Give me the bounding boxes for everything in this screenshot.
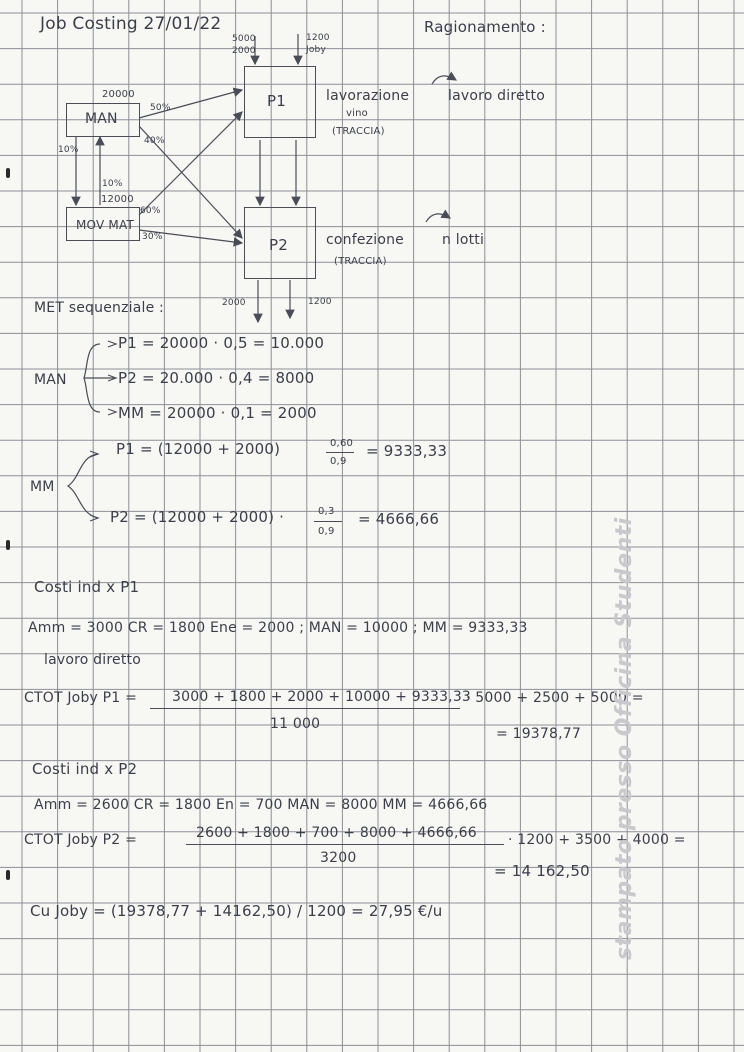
p1-input-right: 1200 [306, 33, 330, 43]
p2-traccia: (TRACCIA) [334, 256, 387, 267]
ragionamento-label: Ragionamento : [424, 18, 546, 36]
p1-description: lavorazione [326, 88, 410, 104]
pct-label: 60% [140, 206, 161, 216]
movmat-box-label: MOV MAT [76, 218, 134, 232]
p1-traccia: (TRACCIA) [332, 126, 385, 137]
mm-p1-den: 0,9 [330, 456, 347, 467]
fraction-bar [150, 708, 460, 709]
mm-p1-expr: P1 = (12000 + 2000) [116, 440, 281, 458]
pct-label: 10% [58, 145, 79, 155]
p1-ctot-denominator: 11 000 [270, 716, 321, 732]
man-box-label: MAN [85, 111, 118, 127]
p1-ctot-label: CTOT Joby P1 = [24, 690, 137, 706]
binder-hole [6, 540, 10, 550]
mm-brace [58, 448, 118, 528]
man-amount: 20000 [102, 89, 135, 100]
p2-ctot-label: CTOT Joby P2 = [24, 832, 137, 848]
p2-costs-heading: Costi ind x P2 [32, 760, 138, 778]
met-heading: MET sequenziale : [34, 300, 164, 316]
movmat-amount: 12000 [101, 194, 134, 205]
man-p2-row: P2 = 20.000 · 0,4 = 8000 [118, 369, 315, 387]
fraction-bar [314, 521, 342, 522]
mm-p2-num: 0,3 [318, 506, 335, 517]
fraction-bar [186, 844, 504, 845]
p1-description-2: vino [346, 108, 368, 119]
p2-ctot-multiplier: · 1200 + 3500 + 4000 = [508, 832, 686, 848]
p1-input-a: 5000 [232, 34, 256, 44]
p1-ctot-numerator: 3000 + 1800 + 2000 + 10000 + 9333,33 [172, 689, 472, 705]
p2-ctot-numerator: 2600 + 1800 + 700 + 8000 + 4666,66 [196, 825, 477, 841]
p2-output-right: 1200 [308, 297, 332, 307]
final-unit-cost: Cu Joby = (19378,77 + 14162,50) / 1200 = 27,95 €/u [30, 902, 443, 920]
p1-costs-sub: lavoro diretto [44, 652, 141, 668]
p1-ctot-result: = 19378,77 [496, 726, 581, 742]
fraction-bar [326, 452, 354, 453]
man-label: MAN [34, 372, 67, 388]
p1-ctot-multiplier: · 5000 + 2500 + 5000 = [466, 690, 644, 706]
pct-label: 40% [144, 136, 165, 146]
mm-p2-result: = 4666,66 [358, 510, 440, 528]
flow-arrows [0, 0, 744, 330]
pct-label: 30% [142, 232, 163, 242]
mm-p1-num: 0,60 [330, 438, 354, 449]
p2-box-label: P2 [269, 236, 288, 254]
pct-label: 50% [150, 103, 171, 113]
binder-hole [6, 870, 10, 880]
mm-label: MM [30, 479, 55, 495]
page-title: Job Costing 27/01/22 [40, 14, 222, 34]
p2-description: confezione [326, 232, 404, 248]
mm-p2-expr: P2 = (12000 + 2000) · [110, 508, 285, 526]
p2-ctot-denominator: 3200 [320, 850, 357, 866]
p1-note: lavoro diretto [448, 88, 545, 104]
p2-output-left: 2000 [222, 298, 246, 308]
p1-costs-heading: Costi ind x P1 [34, 578, 140, 596]
p1-costs-line: Amm = 3000 CR = 1800 Ene = 2000 ; MAN = 10000 ; MM = 9333,33 [28, 620, 528, 636]
p2-note: n lotti [442, 232, 485, 248]
man-mm-row: MM = 20000 · 0,1 = 2000 [118, 404, 317, 422]
man-brace [70, 336, 120, 422]
p2-ctot-result: = 14 162,50 [494, 862, 590, 880]
p2-costs-line: Amm = 2600 CR = 1800 En = 700 MAN = 8000 MM = 4666,66 [34, 797, 488, 813]
pct-label: 10% [102, 179, 123, 189]
p1-input-b: 2000 [232, 46, 256, 56]
man-p1-row: P1 = 20000 · 0,5 = 10.000 [118, 334, 325, 352]
mm-p1-result: = 9333,33 [366, 442, 448, 460]
watermark: stampato presso Officina Studenti [612, 517, 637, 960]
p1-input-right-label: Joby [306, 45, 326, 55]
p1-box-label: P1 [267, 92, 286, 110]
mm-p2-den: 0,9 [318, 526, 335, 537]
